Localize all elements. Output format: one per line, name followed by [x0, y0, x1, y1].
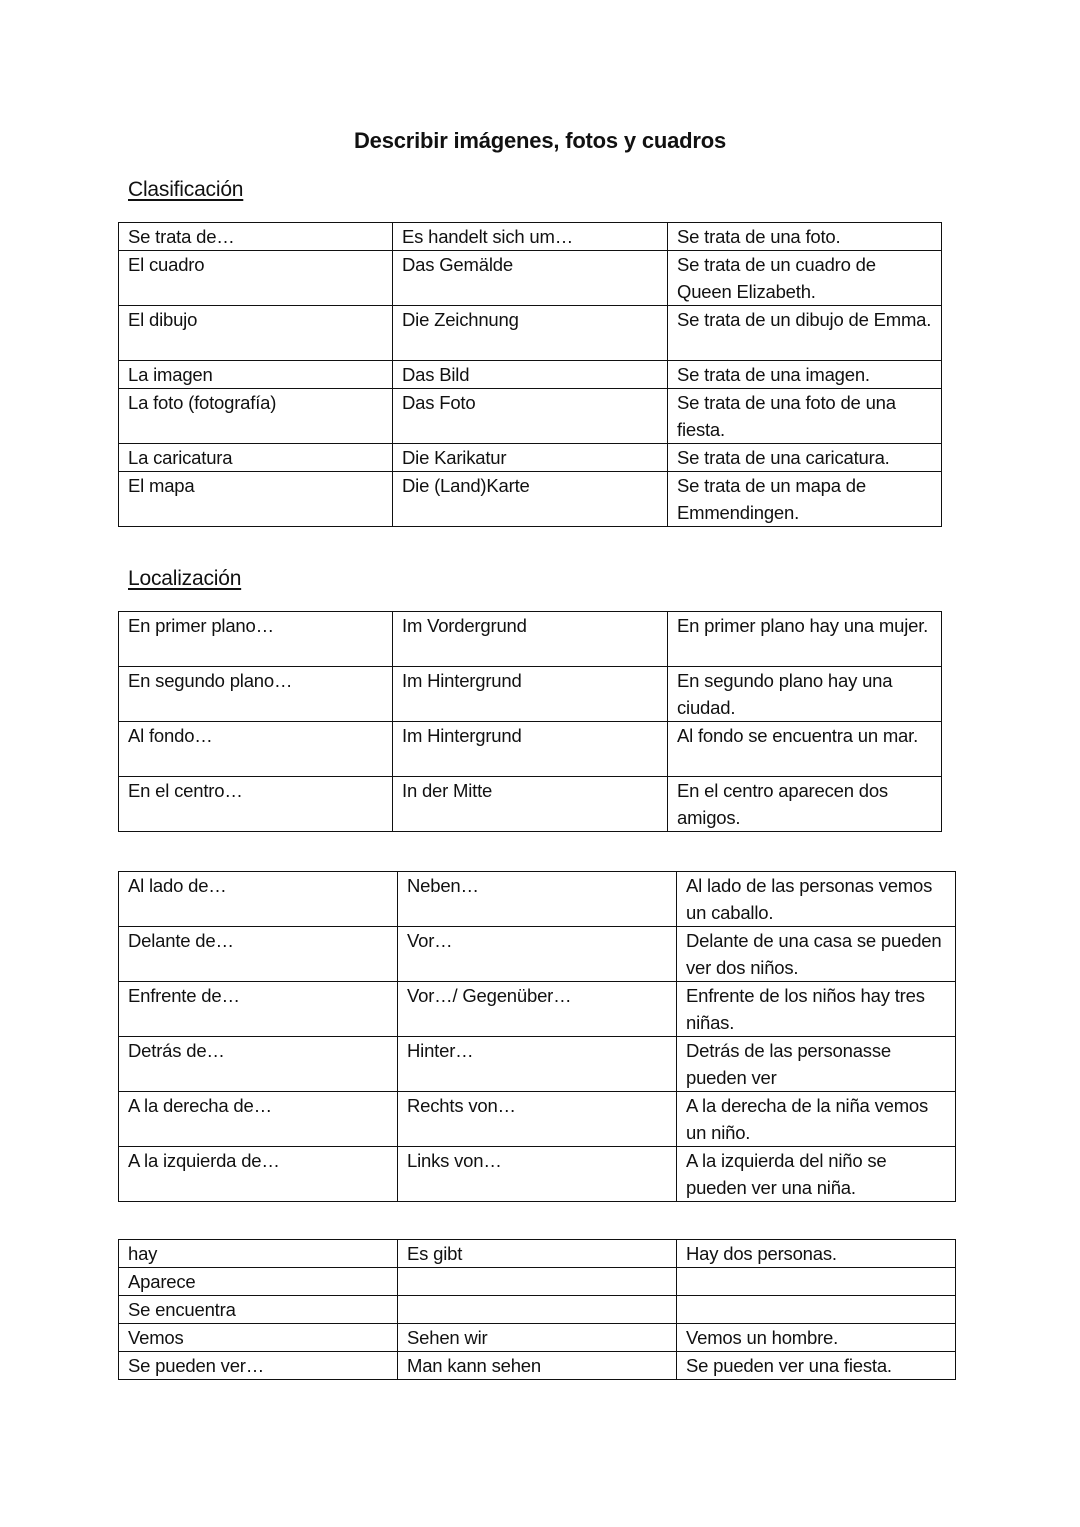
table-row	[119, 1147, 956, 1202]
cell-german: Das Foto	[393, 389, 668, 444]
cell-german: Das Bild	[393, 361, 668, 389]
table-row	[119, 667, 942, 722]
cell-german: Vor…	[398, 927, 677, 982]
cell-german	[398, 1296, 677, 1324]
cell-spanish: El dibujo	[119, 306, 393, 361]
table-row	[119, 472, 942, 527]
cell-example: Se trata de un dibujo de Emma.	[668, 306, 942, 361]
document-title: Describir imágenes, fotos y cuadros	[353, 128, 727, 153]
cell-german: Sehen wir	[398, 1324, 677, 1352]
cell-spanish: Delante de…	[119, 927, 398, 982]
cell-german: Das Gemälde	[393, 251, 668, 306]
table-verbos	[118, 1239, 956, 1380]
cell-example: Detrás de las personasse pueden ver	[677, 1037, 956, 1092]
table-row	[119, 1268, 956, 1296]
table-row	[119, 1240, 956, 1268]
cell-german: Die (Land)Karte	[393, 472, 668, 527]
table-localizacion	[118, 611, 942, 832]
table-row	[119, 982, 956, 1037]
cell-spanish: Enfrente de…	[119, 982, 398, 1037]
table-row	[119, 306, 942, 361]
cell-spanish: hay	[119, 1240, 398, 1268]
cell-spanish: Al fondo…	[119, 722, 393, 777]
cell-example: Se trata de un mapa de Emmendingen.	[668, 472, 942, 527]
cell-spanish: Vemos	[119, 1324, 398, 1352]
cell-example: Se trata de una caricatura.	[668, 444, 942, 472]
table-row	[119, 389, 942, 444]
cell-spanish: Se encuentra	[119, 1296, 398, 1324]
table-row	[119, 927, 956, 982]
table-row	[119, 361, 942, 389]
table-clasificacion	[118, 222, 942, 527]
table-row	[119, 777, 942, 832]
cell-spanish: En segundo plano…	[119, 667, 393, 722]
cell-spanish: En el centro…	[119, 777, 393, 832]
cell-example: En primer plano hay una mujer.	[668, 612, 942, 667]
cell-example: Se pueden ver una fiesta.	[677, 1352, 956, 1380]
cell-example: En segundo plano hay una ciudad.	[668, 667, 942, 722]
cell-spanish: Detrás de…	[119, 1037, 398, 1092]
cell-german: Im Hintergrund	[393, 722, 668, 777]
table-row	[119, 1324, 956, 1352]
cell-german: In der Mitte	[393, 777, 668, 832]
cell-spanish: Se pueden ver…	[119, 1352, 398, 1380]
cell-spanish: La caricatura	[119, 444, 393, 472]
table-row	[119, 1352, 956, 1380]
cell-german: Vor…/ Gegenüber…	[398, 982, 677, 1037]
table-row	[119, 223, 942, 251]
cell-example: Al fondo se encuentra un mar.	[668, 722, 942, 777]
cell-example: A la izquierda del niño se pueden ver una niña.	[677, 1147, 956, 1202]
cell-example: Se trata de una imagen.	[668, 361, 942, 389]
section-heading-localizacion: Localización	[128, 567, 242, 590]
cell-spanish: La foto (fotografía)	[119, 389, 393, 444]
cell-spanish: El mapa	[119, 472, 393, 527]
table-row	[119, 1037, 956, 1092]
cell-german: Neben…	[398, 872, 677, 927]
cell-example: Se trata de un cuadro de Queen Elizabeth.	[668, 251, 942, 306]
cell-example: Al lado de las personas vemos un caballo.	[677, 872, 956, 927]
cell-german: Die Karikatur	[393, 444, 668, 472]
cell-german: Die Zeichnung	[393, 306, 668, 361]
table-row	[119, 444, 942, 472]
cell-spanish: El cuadro	[119, 251, 393, 306]
cell-spanish: A la izquierda de…	[119, 1147, 398, 1202]
cell-german: Man kann sehen	[398, 1352, 677, 1380]
cell-example: A la derecha de la niña vemos un niño.	[677, 1092, 956, 1147]
cell-example	[677, 1268, 956, 1296]
cell-example: Vemos un hombre.	[677, 1324, 956, 1352]
table-row	[119, 612, 942, 667]
cell-german: Links von…	[398, 1147, 677, 1202]
table-row	[119, 1092, 956, 1147]
cell-example: Hay dos personas.	[677, 1240, 956, 1268]
cell-spanish: Se trata de…	[119, 223, 393, 251]
table-row	[119, 722, 942, 777]
cell-german: Es gibt	[398, 1240, 677, 1268]
cell-spanish: Al lado de…	[119, 872, 398, 927]
cell-german: Es handelt sich um…	[393, 223, 668, 251]
table-preposiciones	[118, 871, 956, 1202]
cell-example: Enfrente de los niños hay tres niñas.	[677, 982, 956, 1037]
cell-german: Im Hintergrund	[393, 667, 668, 722]
cell-example	[677, 1296, 956, 1324]
cell-spanish: En primer plano…	[119, 612, 393, 667]
cell-example: Se trata de una foto de una fiesta.	[668, 389, 942, 444]
cell-german: Hinter…	[398, 1037, 677, 1092]
cell-spanish: La imagen	[119, 361, 393, 389]
cell-spanish: A la derecha de…	[119, 1092, 398, 1147]
cell-example: En el centro aparecen dos amigos.	[668, 777, 942, 832]
cell-example: Delante de una casa se pueden ver dos niños.	[677, 927, 956, 982]
cell-german	[398, 1268, 677, 1296]
cell-spanish: Aparece	[119, 1268, 398, 1296]
cell-german: Im Vordergrund	[393, 612, 668, 667]
cell-example: Se trata de una foto.	[668, 223, 942, 251]
table-row	[119, 872, 956, 927]
section-heading-clasificacion: Clasificación	[128, 178, 244, 201]
cell-german: Rechts von…	[398, 1092, 677, 1147]
table-row	[119, 1296, 956, 1324]
table-row	[119, 251, 942, 306]
